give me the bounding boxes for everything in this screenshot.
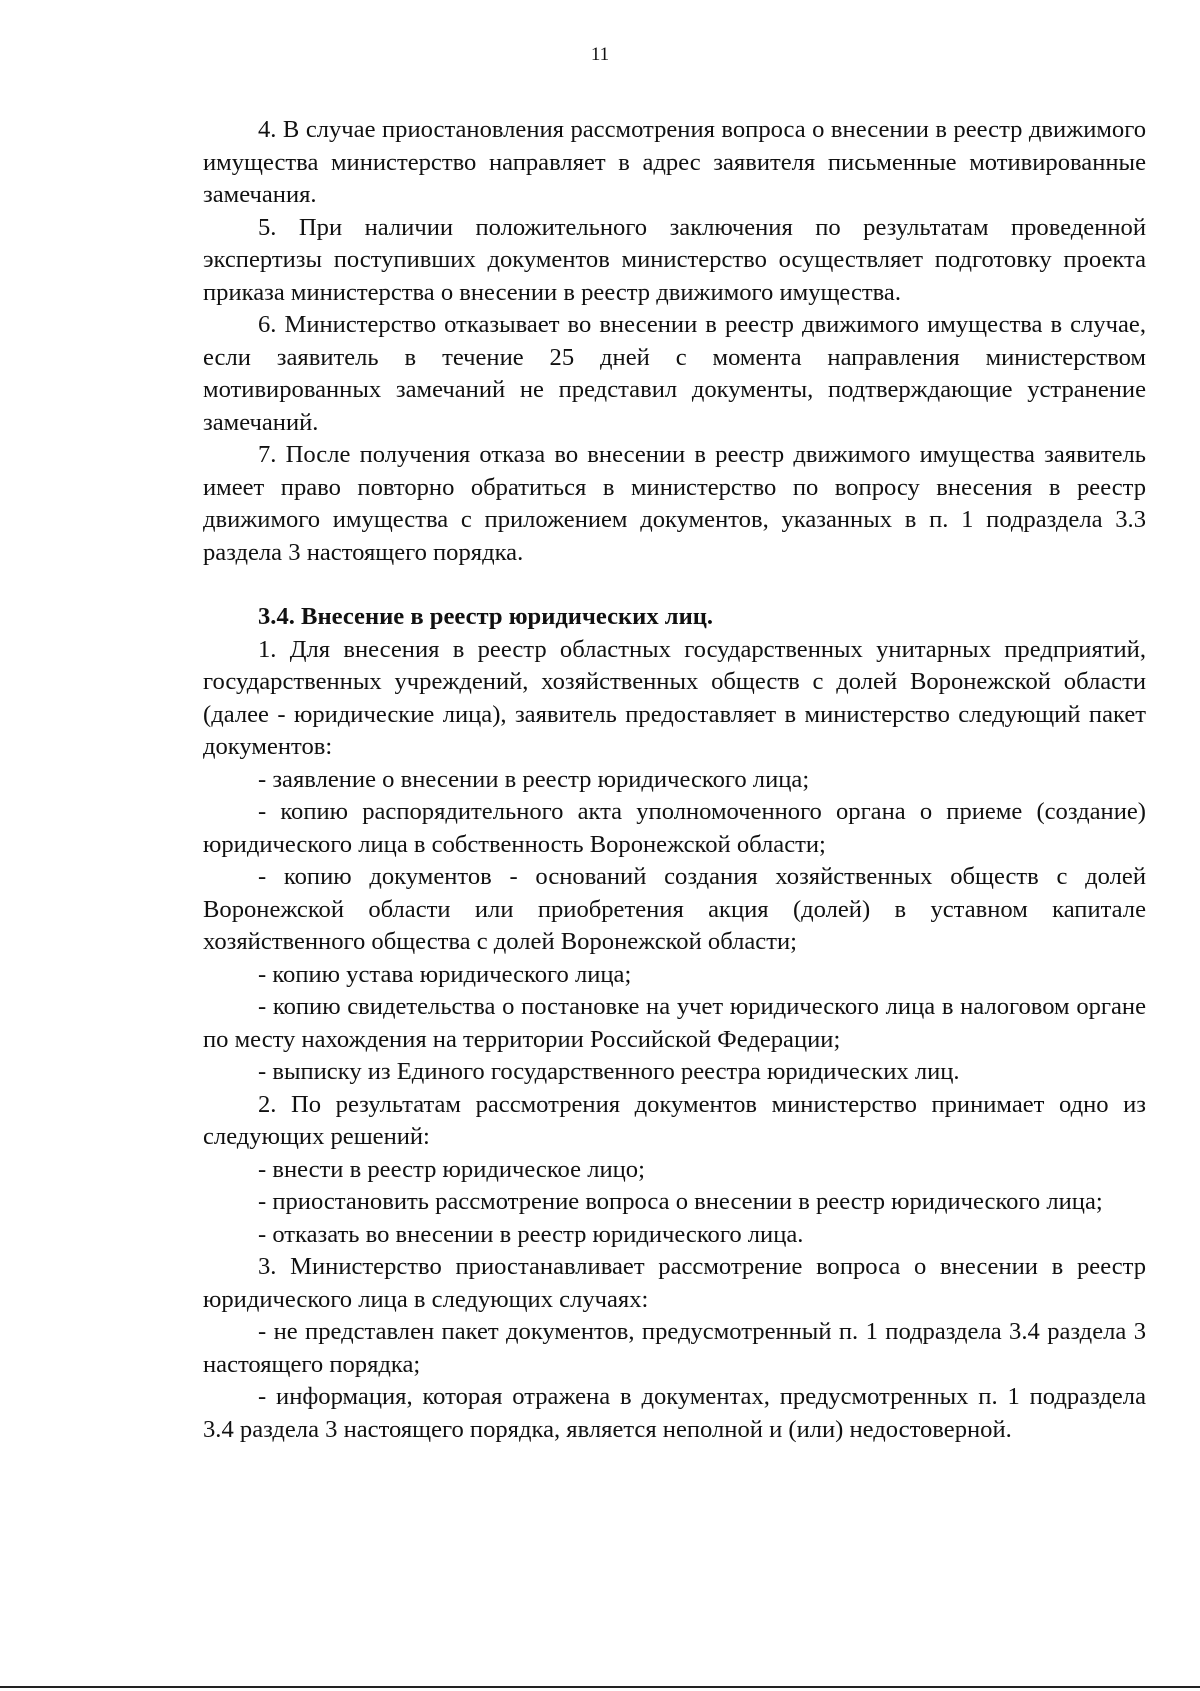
list-item-incomplete-information: - информация, которая отражена в документах, предусмотренных п. 1 подраздела 3.4 раздела 3 настоящего порядка, является неполной и (или) недостоверной. — [203, 1383, 1146, 1443]
list-item-administrative-act: - копию распорядительного акта уполномоченного органа о приеме (создание) юридического лица в собственность Воронежской области; — [203, 798, 1146, 858]
paragraph-item-6: 6. Министерство отказывает во внесении в реестр движимого имущества в случае, если заявитель в течение 25 дней с момента направления министерством мотивированных замечаний не представил документы, подтверждающие устранение замечаний. — [203, 311, 1146, 436]
document-body — [203, 114, 1146, 1446]
list-item-decision-refuse: - отказать во внесении в реестр юридического лица. — [258, 1220, 804, 1248]
page-number: 11 — [590, 44, 610, 65]
list-item-registry-extract: - выписку из Единого государственного реестра юридических лиц. — [258, 1058, 960, 1085]
paragraph-item-4: 4. В случае приостановления рассмотрения вопроса о внесении в реестр движимого имущества министерство направляет в адрес заявителя письменные мотивированные замечания. — [203, 116, 1146, 208]
section-heading: 3.4. Внесение в реестр юридических лиц. — [258, 603, 714, 630]
paragraph-item-1: 1. Для внесения в реестр областных государственных унитарных предприятий, государственных учреждений, хозяйственных обществ с долей Воронежской области (далее - юридические лица), заявитель предоставляет в министерство следующий пакет документов: — [203, 635, 1146, 760]
page-bottom-rule — [0, 1686, 1200, 1688]
list-item-decision-include: - внести в реестр юридическое лицо; — [258, 1155, 645, 1183]
list-item-tax-certificate: - копию свидетельства о постановке на учет юридического лица в налоговом органе по месту нахождения на территории Российской Федерации; — [203, 993, 1146, 1053]
list-item-founding-documents: - копию документов - оснований создания хозяйственных обществ с долей Воронежской области или приобретения акция (долей) в уставном капитале хозяйственного общества с долей Воронежской области; — [203, 863, 1146, 955]
paragraph-item-2: 2. По результатам рассмотрения документов министерство принимает одно из следующих решений: — [203, 1090, 1146, 1150]
list-item-charter: - копию устава юридического лица; — [258, 960, 632, 988]
paragraph-item-7: 7. После получения отказа во внесении в реестр движимого имущества заявитель имеет право повторно обратиться в министерство по вопросу внесения в реестр движимого имущества с приложением документов, указанных в п. 1 подраздела 3.3 раздела 3 настоящего порядка. — [203, 441, 1146, 566]
list-item-decision-suspend: - приостановить рассмотрение вопроса о внесении в реестр юридического лица; — [258, 1188, 1103, 1215]
paragraph-item-3: 3. Министерство приостанавливает рассмотрение вопроса о внесении в реестр юридического лица в следующих случаях: — [203, 1253, 1146, 1313]
list-item-missing-documents: - не представлен пакет документов, предусмотренный п. 1 подраздела 3.4 раздела 3 настоящего порядка; — [203, 1318, 1146, 1378]
paragraph-item-5: 5. При наличии положительного заключения по результатам проведенной экспертизы поступивших документов министерство осуществляет подготовку проекта приказа министерства о внесении в реестр движимого имущества. — [203, 213, 1146, 306]
list-item-application: - заявление о внесении в реестр юридического лица; — [258, 765, 810, 793]
